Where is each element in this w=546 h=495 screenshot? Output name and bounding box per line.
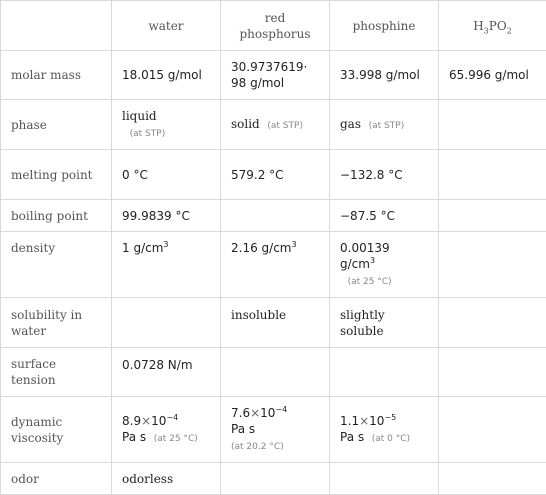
row-label: density xyxy=(1,232,112,298)
row-label: odor xyxy=(1,463,112,495)
cell-red-p-boiling-point xyxy=(221,200,330,232)
cell-water-phase: liquid (at STP) xyxy=(112,100,221,150)
cell-water-odor: odorless xyxy=(112,463,221,495)
cell-h3po2-solubility xyxy=(439,298,546,348)
cell-phosphine-molar-mass: 33.998 g/mol xyxy=(330,51,439,100)
row-surface-tension xyxy=(1,348,546,397)
cell-water-surface-tension: 0.0728 N/m xyxy=(112,348,221,397)
cell-h3po2-viscosity xyxy=(439,397,546,463)
cell-phosphine-phase: gas (at STP) xyxy=(330,100,439,150)
cell-red-p-solubility: insoluble xyxy=(221,298,330,348)
cell-h3po2-boiling-point xyxy=(439,200,546,232)
col-header-phosphine: phosphine xyxy=(330,1,439,51)
cell-water-melting-point: 0 °C xyxy=(112,150,221,200)
cell-h3po2-melting-point xyxy=(439,150,546,200)
cell-h3po2-phase xyxy=(439,100,546,150)
row-dynamic-viscosity xyxy=(1,397,546,463)
cell-red-p-melting-point: 579.2 °C xyxy=(221,150,330,200)
cell-water-molar-mass: 18.015 g/mol xyxy=(112,51,221,100)
row-label: molar mass xyxy=(1,51,112,100)
row-label: solubility in water xyxy=(1,298,112,348)
row-boiling-point xyxy=(1,200,546,232)
row-label: boiling point xyxy=(1,200,112,232)
cell-phosphine-surface-tension xyxy=(330,348,439,397)
cell-phosphine-density: 0.00139 $g/cm^3$ (at 25 °C) xyxy=(330,232,439,298)
row-label: phase xyxy=(1,100,112,150)
cell-red-p-phase: solid (at STP) xyxy=(221,100,330,150)
col-header-h3po2: $H_3PO_2$ xyxy=(439,1,546,51)
row-density xyxy=(1,232,546,298)
cell-water-viscosity: $8.9\times 10^{-4}$ Pa s (at 25 °C) xyxy=(112,397,221,463)
row-melting-point xyxy=(1,150,546,200)
cell-red-p-viscosity: $7.6\times 10^{-4}$ Pa s (at 20.2 °C) xyxy=(221,397,330,463)
cell-phosphine-solubility: slightly soluble xyxy=(330,298,439,348)
row-solubility xyxy=(1,298,546,348)
cell-phosphine-viscosity: $1.1\times 10^{-5}$ Pa s (at 0 °C) xyxy=(330,397,439,463)
cell-red-p-density: 2.16 $g/cm^3$ xyxy=(221,232,330,298)
cell-water-density: 1 $g/cm^3$ xyxy=(112,232,221,298)
row-phase xyxy=(1,100,546,150)
col-header-red-phosphorus: red phosphorus xyxy=(221,1,330,51)
corner-cell xyxy=(1,1,112,51)
cell-red-p-odor xyxy=(221,463,330,495)
header-row xyxy=(1,1,546,51)
cell-phosphine-boiling-point: −87.5 °C xyxy=(330,200,439,232)
cell-h3po2-molar-mass: 65.996 g/mol xyxy=(439,51,546,100)
cell-water-boiling-point: 99.9839 °C xyxy=(112,200,221,232)
row-molar-mass xyxy=(1,51,546,100)
cell-phosphine-melting-point: −132.8 °C xyxy=(330,150,439,200)
cell-h3po2-odor xyxy=(439,463,546,495)
row-label: melting point xyxy=(1,150,112,200)
cell-phosphine-odor xyxy=(330,463,439,495)
cell-water-solubility xyxy=(112,298,221,348)
row-label: dynamic viscosity xyxy=(1,397,112,463)
row-label: surface tension xyxy=(1,348,112,397)
row-odor xyxy=(1,463,546,495)
cell-h3po2-surface-tension xyxy=(439,348,546,397)
cell-red-p-surface-tension xyxy=(221,348,330,397)
cell-h3po2-density xyxy=(439,232,546,298)
col-header-water: water xyxy=(112,1,221,51)
cell-red-p-molar-mass: 30.9737619⋅ 98 g/mol xyxy=(221,51,330,100)
